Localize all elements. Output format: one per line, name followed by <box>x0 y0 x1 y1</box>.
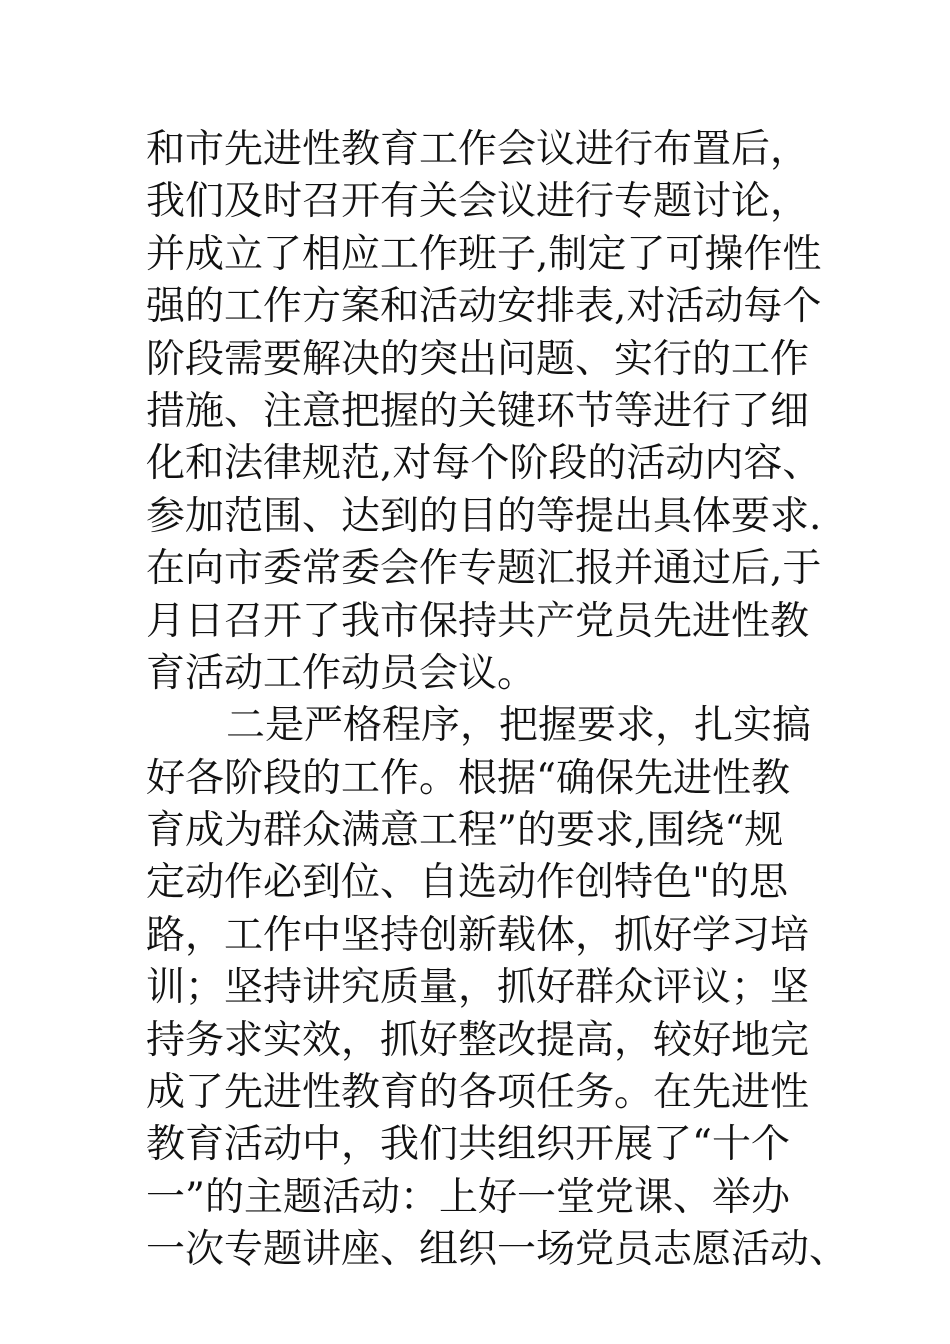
text-line: 在向市委常委会作专题汇报并通过后,于 <box>146 546 822 592</box>
text-line: 教育活动中，我们共组织开展了“十个 <box>146 1122 790 1168</box>
text-line: 路，工作中坚持创新载体，抓好学习培 <box>146 912 810 958</box>
text-line: 成了先进性教育的各项任务。在先进性 <box>146 1070 810 1116</box>
text-line: 阶段需要解决的突出问题、实行的工作 <box>146 336 810 382</box>
document-body-text <box>146 124 849 1277</box>
text-line: 我们及时召开有关会议进行专题讨论， <box>146 179 810 225</box>
text-line: 强的工作方案和活动安排表,对活动每个 <box>146 284 822 330</box>
text-line: 并成立了相应工作班子,制定了可操作性 <box>146 231 822 277</box>
text-line: 育成为群众满意工程”的要求,围绕“规 <box>146 808 784 854</box>
text-line: 化和法律规范,对每个阶段的活动内容、 <box>146 441 822 487</box>
text-line: 训；坚持讲究质量，抓好群众评议；坚 <box>146 965 810 1011</box>
text-line: 一次专题讲座、组织一场党员志愿活动、 <box>146 1227 849 1273</box>
text-line: 持务求实效，抓好整改提高，较好地完 <box>146 1017 810 1063</box>
text-line: 参加范围、达到的目的等提出具体要求. <box>146 493 822 539</box>
text-line: 一”的主题活动：上好一堂党课、举办 <box>146 1174 790 1220</box>
text-line: 育活动工作动员会议。 <box>146 650 537 696</box>
text-line: 月日召开了我市保持共产党员先进性教 <box>146 598 810 644</box>
paragraph-start-line: 二是严格程序，把握要求，扎实搞 <box>226 703 812 749</box>
text-line: 和市先进性教育工作会议进行布置后， <box>146 127 810 172</box>
text-line: 定动作必到位、自选动作创特色"的思 <box>146 860 788 906</box>
text-line: 措施、注意把握的关键环节等进行了细 <box>146 388 810 434</box>
text-line: 好各阶段的工作。根据“确保先进性教 <box>146 755 790 801</box>
